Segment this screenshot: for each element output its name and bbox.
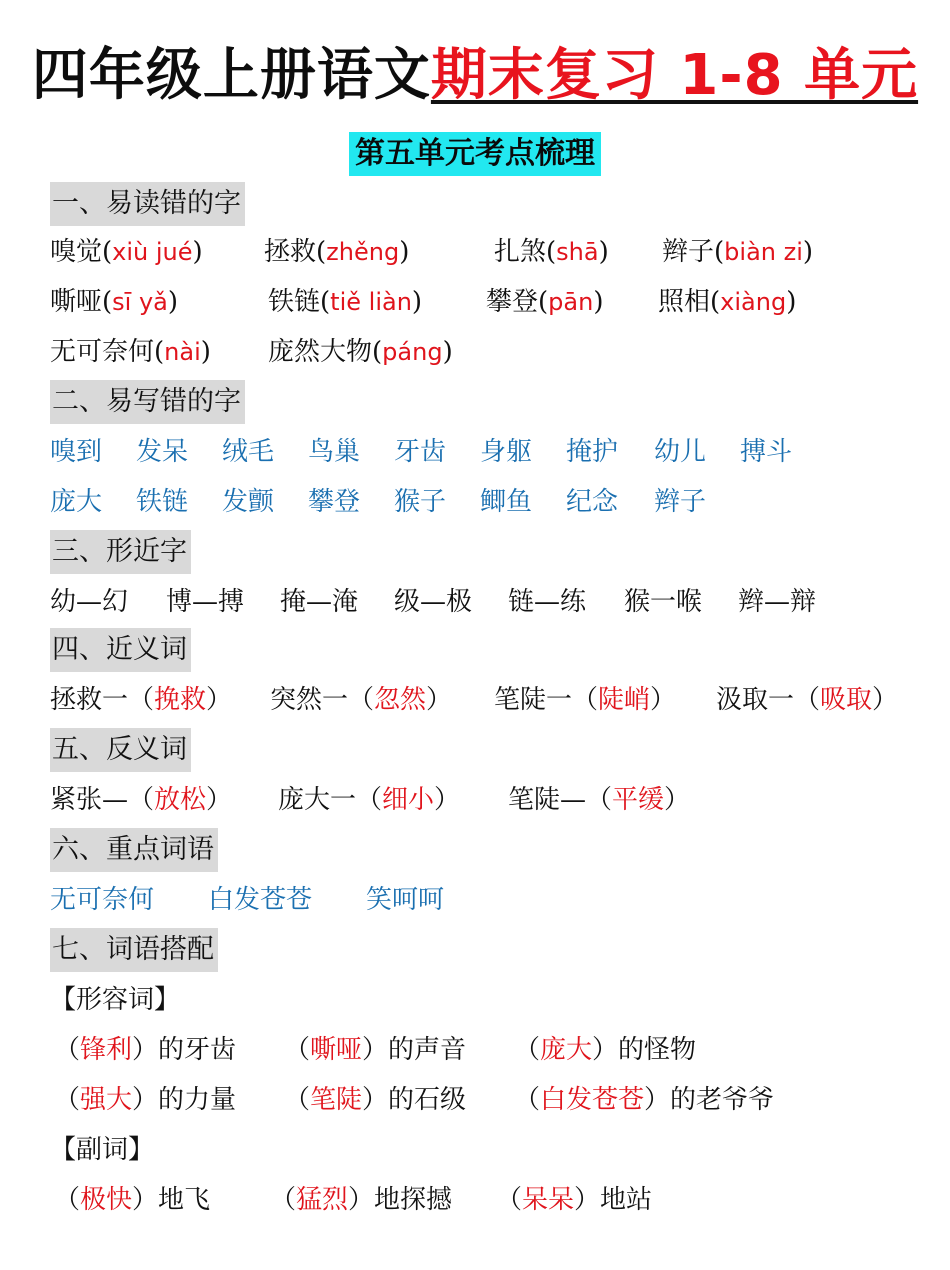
pinyin-item: 庞然大物(páng) (268, 337, 453, 367)
write-word: 身躯 (480, 437, 533, 467)
write-word: 绒毛 (222, 437, 275, 467)
write-word: 纪念 (566, 487, 619, 517)
section-heading-2: 二、易写错的字 (50, 380, 245, 424)
pinyin-item: 嘶哑(sī yǎ) (50, 287, 179, 317)
section-heading-4: 四、近义词 (50, 628, 191, 672)
collocation-item: （猛烈）地探撼 (270, 1185, 453, 1215)
pinyin-item: 扎煞(shā) (494, 237, 609, 267)
unit-subtitle: 第五单元考点梳理 (349, 132, 601, 176)
collocation-item: （嘶哑）的声音 (284, 1035, 467, 1065)
pinyin-item: 无可奈何(nài) (50, 337, 211, 367)
write-word: 嗅到 (50, 437, 103, 467)
collocation-item: （极快）地飞 (54, 1185, 211, 1215)
write-word: 掩护 (566, 437, 619, 467)
similar-pair: 级—极 (394, 587, 473, 617)
title-black: 四年级上册语文 (31, 43, 431, 108)
antonym-item: 笔陡—（平缓） (508, 785, 691, 815)
write-word: 攀登 (308, 487, 361, 517)
synonym-item: 笔陡一（陡峭） (494, 685, 677, 715)
collocation-item: （锋利）的牙齿 (54, 1035, 237, 1065)
adv-header-label: 【副词】 (50, 1135, 155, 1165)
collocation-item: （庞大）的怪物 (514, 1035, 697, 1065)
write-word: 牙齿 (394, 437, 447, 467)
similar-pair: 幼—幻 (50, 587, 129, 617)
write-word: 鲫鱼 (480, 487, 533, 517)
write-word: 庞大 (50, 487, 103, 517)
write-word: 搏斗 (740, 437, 793, 467)
write-word: 发颤 (222, 487, 275, 517)
pinyin-item: 嗅觉(xiù jué) (50, 237, 203, 267)
adj-header-label: 【形容词】 (50, 985, 181, 1015)
synonym-item: 汲取一（吸取） (716, 685, 899, 715)
write-word: 铁链 (136, 487, 189, 517)
synonym-item: 突然一（忽然） (270, 685, 453, 715)
pinyin-item: 照相(xiàng) (658, 287, 797, 317)
pinyin-item: 攀登(pān) (486, 287, 604, 317)
write-word: 发呆 (136, 437, 189, 467)
section-heading-1: 一、易读错的字 (50, 182, 245, 226)
key-word: 无可奈何 (50, 885, 155, 915)
pinyin-item: 辫子(biàn zi) (662, 237, 814, 267)
collocation-item: （呆呆）地站 (496, 1185, 653, 1215)
similar-pair: 掩—淹 (280, 587, 359, 617)
key-word: 笑呵呵 (366, 885, 445, 915)
section-heading-6: 六、重点词语 (50, 828, 218, 872)
antonym-item: 庞大一（细小） (278, 785, 461, 815)
collocation-item: （白发苍苍）的老爷爷 (514, 1085, 775, 1115)
title-red: 期末复习 1-8 单元 (430, 43, 919, 108)
collocation-item: （强大）的力量 (54, 1085, 237, 1115)
similar-pair: 博—搏 (166, 587, 245, 617)
section-heading-3: 三、形近字 (50, 530, 191, 574)
similar-pair: 链—练 (508, 587, 587, 617)
key-word: 白发苍苍 (208, 885, 313, 915)
collocation-item: （笔陡）的石级 (284, 1085, 467, 1115)
write-word: 猴子 (394, 487, 447, 517)
pinyin-item: 铁链(tiě liàn) (268, 287, 423, 317)
write-word: 辫子 (654, 487, 707, 517)
section-heading-5: 五、反义词 (50, 728, 191, 772)
similar-pair: 猴一喉 (624, 587, 703, 617)
synonym-item: 拯救一（挽救） (50, 685, 233, 715)
page-title (0, 36, 950, 116)
similar-pair: 辫—辩 (738, 587, 817, 617)
pinyin-item: 拯救(zhěng) (264, 237, 410, 267)
write-word: 幼儿 (654, 437, 707, 467)
section-heading-7: 七、词语搭配 (50, 928, 218, 972)
write-word: 鸟巢 (308, 437, 361, 467)
antonym-item: 紧张—（放松） (50, 785, 233, 815)
